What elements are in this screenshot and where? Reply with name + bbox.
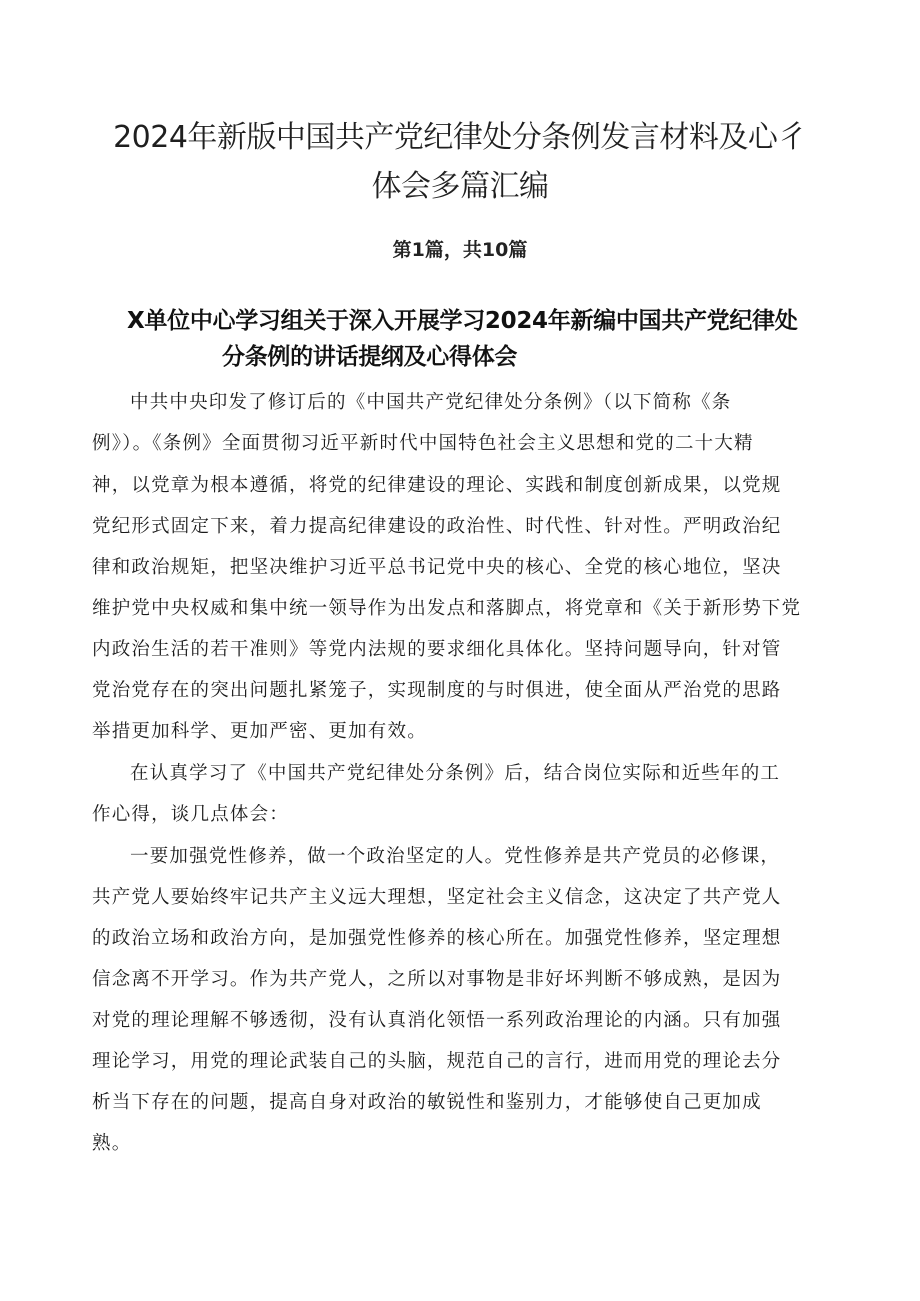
body-line: 内政治生活的若干准则》等党内法规的要求细化具体化。坚持问题导向，针对管 <box>92 639 782 660</box>
body-line: 作心得，谈几点体会： <box>92 804 290 825</box>
part-counter: 第1篇，共10篇 <box>392 239 528 261</box>
body-line: 析当下存在的问题，提高自身对政治的敏锐性和鉴别力，才能够使自己更加成 <box>92 1092 762 1113</box>
document-title-line-2: 体会多篇汇编 <box>371 169 549 204</box>
body-line: 律和政治规矩，把坚决维护习近平总书记党中央的核心、全党的核心地位，坚决 <box>92 557 782 578</box>
body-line: 熟。 <box>92 1133 132 1154</box>
body-line: 维护党中央权威和集中统一领导作为出发点和落脚点，将党章和《关于新形势下党 <box>92 598 802 619</box>
document-title-line-1: 2024年新版中国共产党纪律处分条例发言材料及心彳 <box>113 120 807 155</box>
body-line: 一要加强党性修养，做一个政治坚定的人。党性修养是共产党员的必修课， <box>130 846 781 867</box>
section-title-line-1: X单位中心学习组关于深入开展学习2024年新编中国共产党纪律处 <box>127 308 798 334</box>
body-line: 对党的理论理解不够透彻，没有认真消化领悟一系列政治理论的内涵。只有加强 <box>92 1010 782 1031</box>
body-line: 理论学习，用党的理论武装自己的头脑，规范自己的言行，进而用党的理论去分 <box>92 1051 782 1072</box>
body-line: 举措更加科学、更加严密、更加有效。 <box>92 721 427 742</box>
body-line: 例》）。《条例》全面贯彻习近平新时代中国特色社会主义思想和党的二十大精 <box>92 433 754 454</box>
body-line: 神，以党章为根本遵循，将党的纪律建设的理论、实践和制度创新成果，以党规 <box>92 475 782 496</box>
body-line: 党治党存在的突出问题扎紧笼子，实现制度的与时俱进，使全面从严治党的思路 <box>92 680 782 701</box>
body-line: 共产党人要始终牢记共产主义远大理想，坚定社会主义信念，这决定了共产党人 <box>92 887 782 908</box>
body-line: 在认真学习了《中国共产党纪律处分条例》后，结合岗位实际和近些年的工 <box>130 763 781 784</box>
body-line: 的政治立场和政治方向，是加强党性修养的核心所在。加强党性修养，坚定理想 <box>92 928 782 949</box>
body-line: 中共中央印发了修订后的《中国共产党纪律处分条例》（以下简称《条 <box>130 392 732 413</box>
section-title-line-2: 分条例的讲话提纲及心得体会 <box>222 344 518 370</box>
body-line: 信念离不开学习。作为共产党人，之所以对事物是非好坏判断不够成熟，是因为 <box>92 969 782 990</box>
body-line: 党纪形式固定下来，着力提高纪律建设的政治性、时代性、针对性。严明政治纪 <box>92 516 782 537</box>
